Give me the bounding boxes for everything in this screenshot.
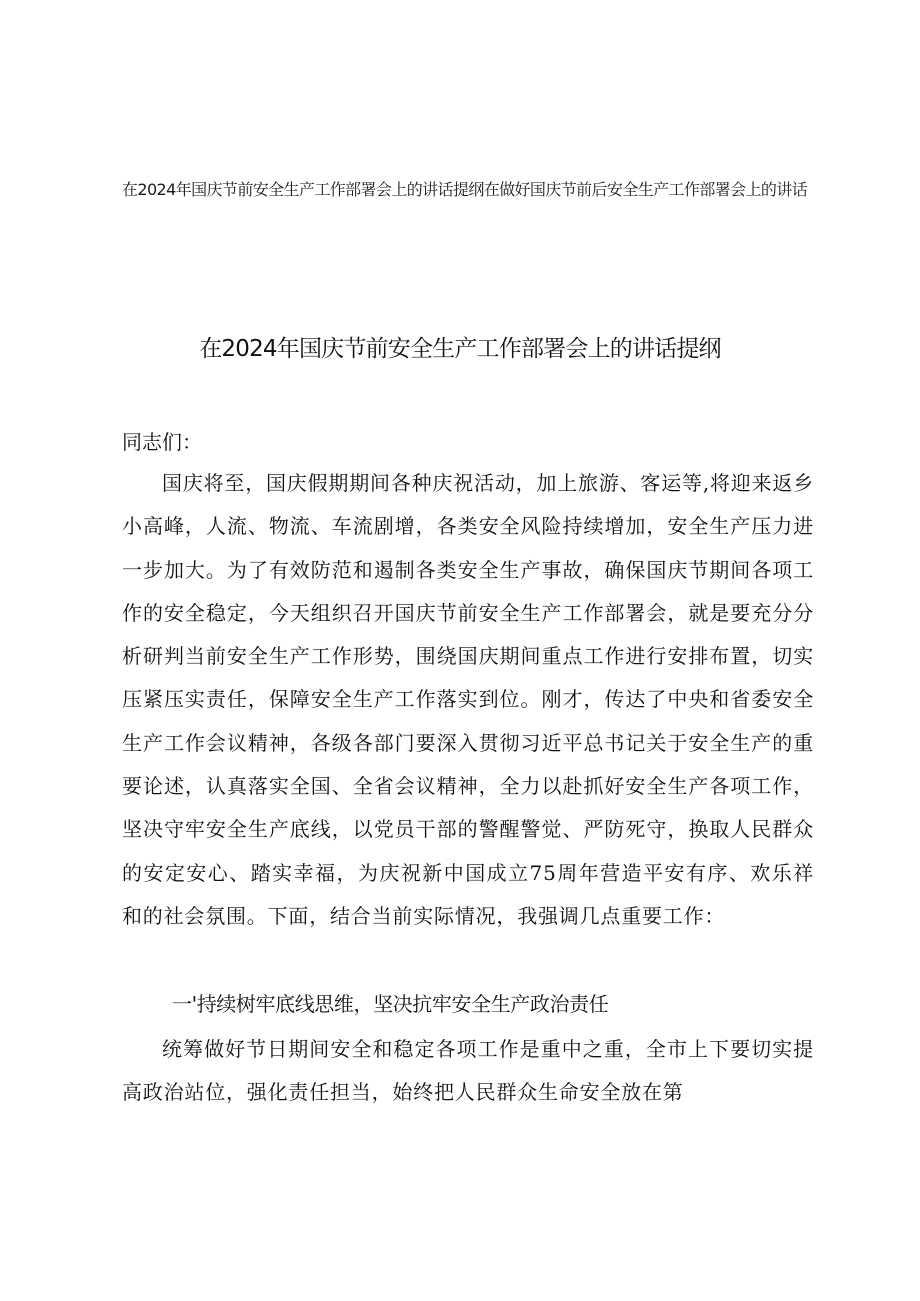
body-paragraph: 国庆将至，国庆假期期间各种庆祝活动，加上旅游、客运等,将迎来返乡小高峰，人流、物流、车流剧增，各类安全风险持续增加，安全生产压力进一步加大。为了有效防范和遏制各类安全生产事故，确保国庆节期间各项工作的安全稳定，今天组织召开国庆节前安全生产工作部署会，就是要充分分析研判当前安全生产工作形势，围绕国庆期间重点工作进行安排布置，切实压紧压实责任，保障安全生产工作落实到位。刚才，传达了中央和省委安全生产工作会议精神，各级各部门要深入贯彻习近平总书记关于安全生产的重要论述，认真落实全国、全省会议精神，全力以赴抓好安全生产各项工作，坚决守牢安全生产底线，以党员干部的警醒警觉、严防死守，换取人民群众的安定安心、踏实幸福，为庆祝新中国成立75周年营造平安有序、欢乐祥和的社会氛围。下面，结合当前实际情况，我强调几点重要工作： bbox=[122, 471, 814, 928]
page-title: 在2024年国庆节前安全生产工作部署会上的讲话提纲 bbox=[199, 336, 721, 362]
document-header: 在2024年国庆节前安全生产工作部署会上的讲话提纲在做好国庆节前后安全生产工作部署会上的讲话 bbox=[122, 180, 808, 199]
body-paragraph: 统筹做好节日期间安全和稳定各项工作是重中之重，全市上下要切实提高政治站位，强化责任担当，始终把人民群众生命安全放在第 bbox=[122, 1037, 814, 1105]
salutation: 同志们： bbox=[122, 430, 202, 454]
section-heading: 一'持续树牢底线思维，坚决抗牢安全生产政治责任 bbox=[172, 992, 609, 1016]
